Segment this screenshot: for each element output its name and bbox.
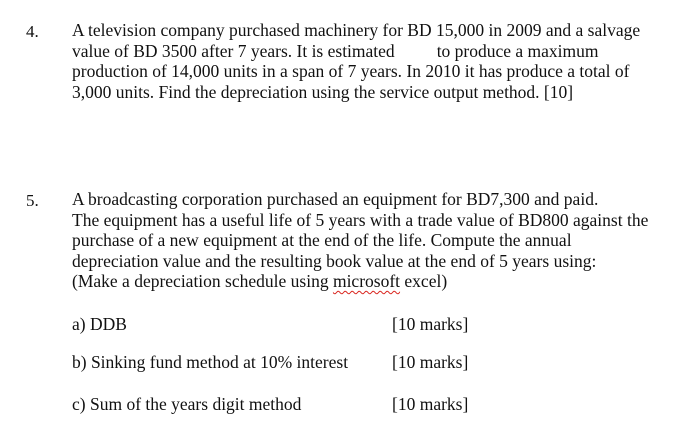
question-5-number: 5.: [26, 191, 39, 210]
question-5-line: depreciation value and the resulting book value at the end of 5 years using:: [72, 250, 597, 271]
part-b-label: b) Sinking fund method at 10% interest: [72, 352, 349, 372]
spellcheck-flagged-word[interactable]: microsoft: [332, 271, 401, 291]
part-c-marks: [10 marks]: [392, 394, 469, 414]
part-a-marks: [10 marks]: [392, 314, 469, 334]
question-5-line: A broadcasting corporation purchased an equipment for BD7,300 and paid.: [72, 189, 599, 209]
question-4-number: 4.: [26, 22, 39, 41]
question-4-line-part: value of BD 3500 after 7 years. It is estimated: [72, 40, 395, 61]
schedule-instruction: (Make a depreciation schedule using microsoft excel): [72, 271, 448, 291]
question-4-line: 3,000 units. Find the depreciation using the service output method. [10]: [72, 81, 574, 102]
question-5-text: [72, 189, 687, 292]
part-b-marks: [10 marks]: [392, 352, 469, 372]
question-4-line: production of 14,000 units in a span of 7 years. In 2010 it has produce a total of: [72, 61, 630, 81]
question-4-line: A television company purchased machinery for BD 15,000 in 2009 and a salvage: [72, 20, 641, 40]
question-4-line: [72, 41, 687, 62]
question-4-text: [72, 20, 687, 102]
part-c-label: c) Sum of the years digit method: [72, 394, 302, 414]
part-a-label: a) DDB: [72, 314, 127, 334]
question-5-line: purchase of a new equipment at the end of the life. Compute the annual: [72, 230, 572, 250]
question-4-line-part: to produce a maximum: [436, 40, 599, 61]
question-5-line: The equipment has a useful life of 5 years with a trade value of BD800 against the: [72, 209, 649, 230]
